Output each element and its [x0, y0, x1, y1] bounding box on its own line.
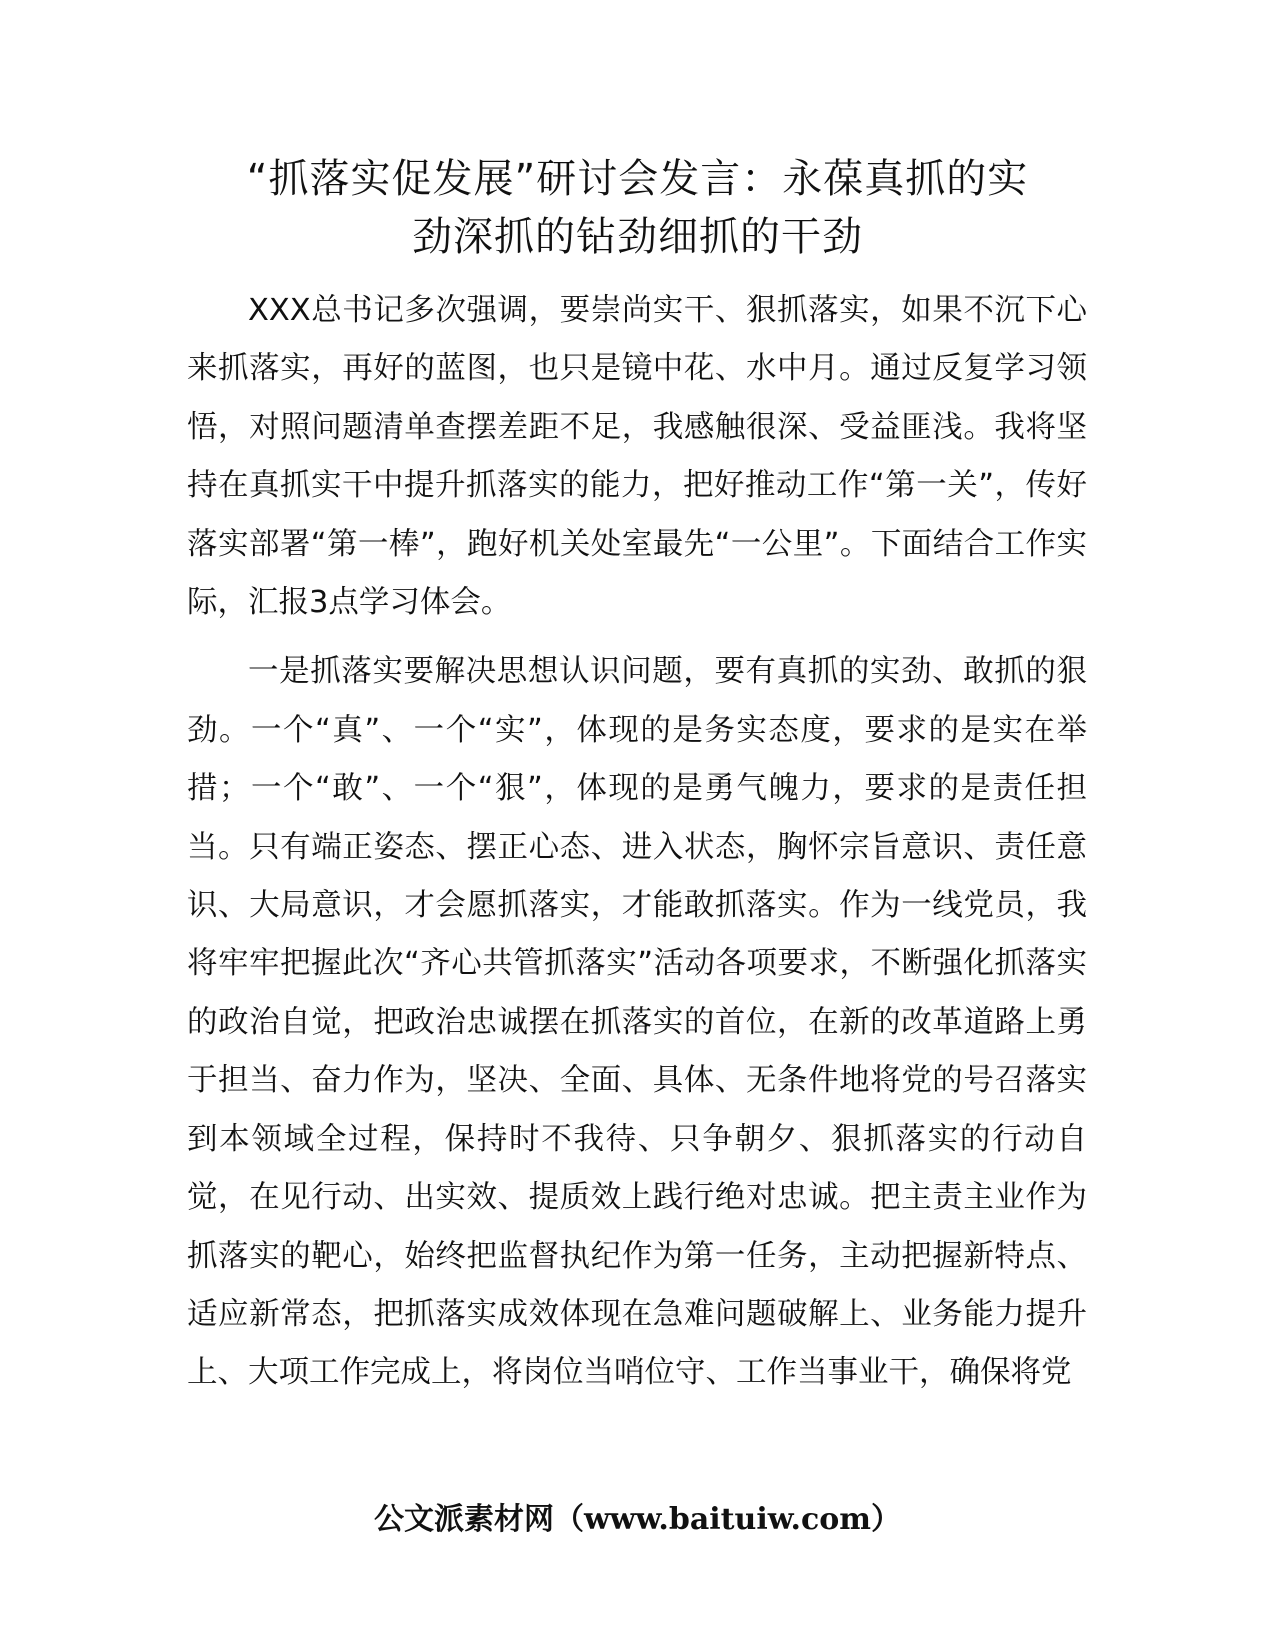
title-line-2: 劲深抓的钻劲细抓的干劲 [412, 214, 863, 260]
paragraph-point-one: 一是抓落实要解决思想认识问题，要有真抓的实劲、敢抓的狠劲。一个“真”、一个“实”，体现的是务实态度，要求的是实在举措；一个“敢”、一个“狠”，体现的是勇气魄力，要求的是责任担当。只有端正姿态、摆正心态、进入状态，胸怀宗旨意识、责任意识、大局意识，才会愿抓落实，才能敢抓落实。作为一线党员，我将牢牢把握此次“齐心共管抓落实”活动各项要求，不断强化抓落实的政治自觉，把政治忠诚摆在抓落实的首位，在新的改革道路上勇于担当、奋力作为，坚决、全面、具体、无条件地将党的号召落实到本领域全过程，保持时不我待、只争朝夕、狠抓落实的行动自觉，在见行动、出实效、提质效上践行绝对忠诚。把主责主业作为抓落实的靶心，始终把监督执纪作为第一任务，主动把握新特点、适应新常态，把抓落实成效体现在急难问题破解上、业务能力提升上、大项工作完成上，将岗位当哨位守、工作当事业干，确保将党 [187, 654, 1087, 1391]
document-title [170, 150, 1105, 266]
paragraph-intro: XXX总书记多次强调，要崇尚实干、狠抓落实，如果不沉下心来抓落实，再好的蓝图，也只是镜中花、水中月。通过反复学习领悟，对照问题清单查摆差距不足，我感触很深、受益匪浅。我将坚持在真抓实干中提升抓落实的能力，把好推动工作“第一关”，传好落实部署“第一棒”，跑好机关处室最先“一公里”。下面结合工作实际，汇报3点学习体会。 [187, 293, 1087, 621]
title-line-1: “抓落实促发展”研讨会发言：永葆真抓的实 [246, 156, 1029, 202]
footer-watermark: 公文派素材网（www.baituiw.com） [373, 1502, 902, 1537]
document-body [187, 282, 1087, 1403]
